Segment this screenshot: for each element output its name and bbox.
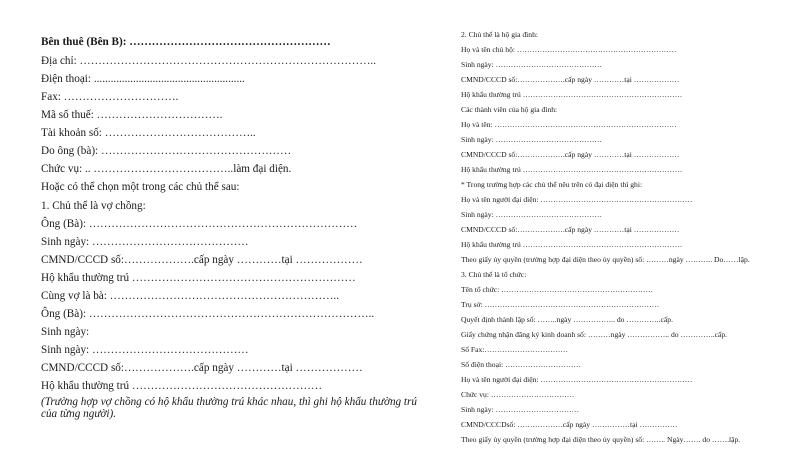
- r-id-card-line-3: CMND/CCCD số:……………….cấp ngày …………tại ………………: [461, 225, 680, 234]
- fax-line: Fax: ………………………….: [41, 91, 179, 103]
- org-rep-name-line: Họ và tên người đại diện: ……………………………………………………: [461, 375, 693, 384]
- org-name-line: Tên tổ chức: ……………………………………………………: [461, 285, 654, 294]
- r-dob-line-2: Sinh ngày: ……………………………………: [461, 135, 602, 144]
- choose-subject-line: Hoặc có thể chọn một trong các chủ thể sau:: [41, 181, 240, 193]
- r-dob-line-4: Sinh ngày: ……………………………: [461, 405, 580, 414]
- represented-by-line: Do ông (bà): ……………………………………………: [41, 145, 292, 157]
- rep-name-line: Họ và tên người đại diện: ……………………………………………………: [461, 195, 693, 204]
- note-paragraph: (Trường hợp vợ chồng có hộ khẩu thường trú khác nhau, thì ghi hộ khẩu thường trú của từng người).: [41, 396, 417, 420]
- r-id-card-line-2: CMND/CCCD số:……………….cấp ngày …………tại ………………: [461, 150, 680, 159]
- r-residence-line-3: Hộ khẩu thường trú ………………………………………………………: [461, 240, 683, 249]
- residence-line-2: Hộ khẩu thường trú ……………………………………………: [41, 380, 323, 392]
- headquarters-line: Trụ sở: ……………………………………………………………: [461, 300, 660, 309]
- authorization-line: Theo giấy ủy quyền (trường hợp đại diện theo ủy quyền) số: ………ngày ……….. Do……lập.: [461, 255, 750, 264]
- members-heading: Các thành viên của hộ gia đình:: [461, 105, 558, 114]
- r-name-line: Họ và tên: ………………………………………………………………: [461, 120, 677, 129]
- r-phone-line: Số điện thoại: …………………………: [461, 360, 582, 369]
- r-residence-line: Hộ khẩu thường trú ………………………………………………………: [461, 90, 683, 99]
- name-line-2: Ông (Bà): …………………………………………………………………..: [41, 308, 375, 320]
- household-head-line: Họ và tên chủ hộ: ………………………………………………………: [461, 45, 677, 54]
- establishment-decision-line: Quyết định thành lập số: ……..ngày …………….. do …………..cấp.: [461, 315, 673, 324]
- party-b-heading: Bên thuê (Bên B): ………………………………………………: [41, 36, 331, 48]
- r-fax-line: Số Fax:……………………………: [461, 345, 568, 354]
- r-residence-line-2: Hộ khẩu thường trú ………………………………………………………: [461, 165, 683, 174]
- dob-line: Sinh ngày: ……………………………………: [41, 236, 249, 248]
- dob-label-line: Sinh ngày:: [41, 326, 90, 338]
- residence-line: Hộ khẩu thường trú ……………………………………………………: [41, 272, 356, 284]
- position-line: Chức vụ: .. ………………………………..làm đại diện.: [41, 163, 292, 175]
- phone-line: Điện thoại: ......................................................: [41, 73, 245, 85]
- address-line: Địa chỉ: ……………………………………………………………………..: [41, 55, 376, 67]
- business-license-line: Giấy chứng nhận đăng ký kinh doanh số: ………ngày …………….. do …………..cấp.: [461, 330, 728, 339]
- husband-name-line: Ông (Bà): ………………………………………………………………: [41, 218, 358, 230]
- tax-code-line: Mã số thuế: …………………………….: [41, 109, 223, 121]
- account-line: Tài khoản số: …………………………………..: [41, 127, 256, 139]
- section-2-heading: 2. Chủ thể là hộ gia đình:: [461, 30, 538, 39]
- r-dob-line: Sinh ngày: ……………………………………: [461, 60, 602, 69]
- r-position-line: Chức vụ: ……………………………: [461, 390, 575, 399]
- authorization-line-2: Theo giấy ủy quyền (trường hợp đại diện theo ủy quyền) số: …….. Ngày……. do …….lập.: [461, 435, 741, 444]
- id-card-line-2: CMND/CCCD số:……………….cấp ngày …………tại ………………: [41, 362, 363, 374]
- dob-line-2: Sinh ngày: ……………………………………: [41, 344, 249, 356]
- r-dob-line-3: Sinh ngày: ……………………………………: [461, 210, 602, 219]
- representative-note: * Trong trường hợp các chủ thể nêu trên có đại diện thì ghi:: [461, 180, 643, 189]
- section-1-heading: 1. Chủ thể là vợ chồng:: [41, 200, 146, 212]
- id-card-line: CMND/CCCD số:……………….cấp ngày …………tại ………………: [41, 254, 363, 266]
- section-3-heading: 3. Chủ thể là tổ chức:: [461, 270, 527, 279]
- wife-name-line: Cùng vợ là bà: ……………………………………………………..: [41, 290, 340, 302]
- r-id-card-line-4: CMND/CCCDsố: ………………cấp ngày ……………tại ……………: [461, 420, 678, 429]
- r-id-card-line: CMND/CCCD số:……………….cấp ngày …………tại ………………: [461, 75, 680, 84]
